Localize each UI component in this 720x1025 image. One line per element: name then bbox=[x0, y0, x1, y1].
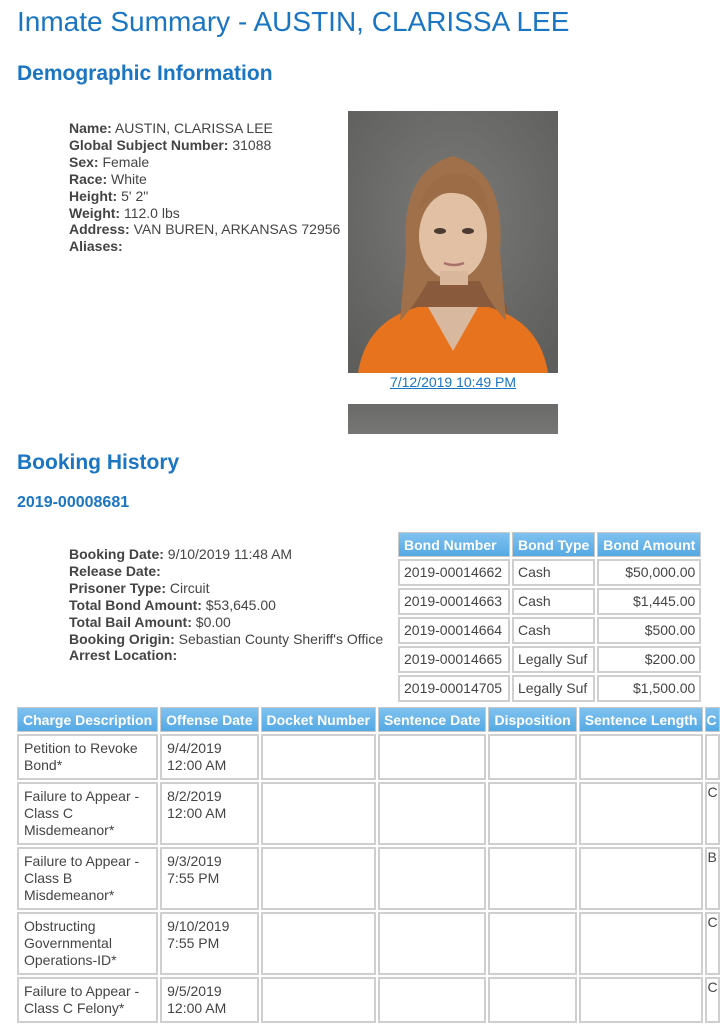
mugshot-image bbox=[348, 111, 558, 373]
docket-number-cell bbox=[261, 847, 376, 910]
docket-number-cell bbox=[261, 977, 376, 1023]
table-row bbox=[17, 734, 720, 780]
total-bond-label: Total Bond Amount: bbox=[69, 596, 202, 613]
bond-type-cell: Legally Suf bbox=[512, 675, 595, 702]
booking-origin-label: Booking Origin: bbox=[69, 630, 175, 647]
address-label: Address: bbox=[69, 221, 130, 238]
charge-description-cell: Failure to Appear - Class C Misdemeanor* bbox=[17, 782, 158, 845]
charge-table bbox=[15, 705, 720, 1025]
total-bail-value: $0.00 bbox=[195, 613, 231, 630]
disposition-cell bbox=[488, 912, 576, 975]
bond-number-cell: 2019-00014665 bbox=[398, 646, 510, 673]
name-label: Name: bbox=[69, 120, 112, 136]
truncated-column-header[interactable]: C bbox=[705, 707, 719, 732]
bond-table bbox=[396, 530, 703, 704]
bond-number-cell: 2019-00014705 bbox=[398, 675, 510, 702]
sex-label: Sex: bbox=[69, 153, 99, 170]
demographic-heading: Demographic Information bbox=[17, 62, 273, 85]
height-label: Height: bbox=[69, 187, 118, 204]
charge-description-cell: Obstructing Governmental Operations-ID* bbox=[17, 912, 158, 975]
truncated-cell: C bbox=[705, 977, 719, 1023]
sentence-date-cell bbox=[378, 847, 486, 910]
page-title: Inmate Summary - AUSTIN, CLARISSA LEE bbox=[17, 6, 570, 37]
charge-description-cell: Failure to Appear - Class B Misdemeanor* bbox=[17, 847, 158, 910]
disposition-header[interactable]: Disposition bbox=[488, 707, 576, 732]
disposition-cell bbox=[488, 977, 576, 1023]
bond-type-cell: Cash bbox=[512, 617, 595, 644]
offense-date-cell: 9/5/2019 12:00 AM bbox=[160, 977, 258, 1023]
docket-number-cell bbox=[261, 734, 376, 780]
table-row bbox=[17, 782, 720, 845]
disposition-cell bbox=[488, 782, 576, 845]
booking-origin-value: Sebastian County Sheriff's Office bbox=[178, 630, 384, 647]
table-row bbox=[17, 912, 720, 975]
bond-amount-cell: $200.00 bbox=[597, 646, 701, 673]
bond-amount-cell: $1,500.00 bbox=[597, 675, 701, 702]
race-value: White bbox=[111, 170, 147, 187]
truncated-cell: C bbox=[705, 782, 719, 845]
docket-number-cell bbox=[261, 782, 376, 845]
bond-type-cell: Cash bbox=[512, 559, 595, 586]
second-photo-thumbnail[interactable] bbox=[348, 404, 558, 434]
charge-description-header[interactable]: Charge Description bbox=[17, 707, 158, 732]
disposition-cell bbox=[488, 847, 576, 910]
mugshot-photo[interactable] bbox=[348, 111, 558, 373]
height-value: 5' 2" bbox=[121, 187, 149, 204]
sentence-length-cell bbox=[579, 977, 704, 1023]
table-row bbox=[17, 847, 720, 910]
bond-number-cell: 2019-00014662 bbox=[398, 559, 510, 586]
total-bond-value: $53,645.00 bbox=[205, 596, 276, 613]
gsn-label: Global Subject Number: bbox=[69, 136, 229, 153]
address-value: VAN BUREN, ARKANSAS 72956 bbox=[133, 221, 341, 238]
truncated-cell: B bbox=[705, 847, 719, 910]
prisoner-type-value: Circuit bbox=[169, 579, 210, 596]
sentence-date-header[interactable]: Sentence Date bbox=[378, 707, 486, 732]
weight-value: 112.0 lbs bbox=[123, 204, 180, 221]
offense-date-cell: 9/4/2019 12:00 AM bbox=[160, 734, 258, 780]
bond-type-header[interactable]: Bond Type bbox=[512, 532, 595, 557]
booking-history-heading: Booking History bbox=[17, 451, 180, 474]
docket-number-cell bbox=[261, 912, 376, 975]
sex-value: Female bbox=[102, 153, 150, 170]
booking-info bbox=[69, 546, 383, 664]
gsn-value: 31088 bbox=[232, 136, 272, 153]
sentence-length-cell bbox=[579, 912, 704, 975]
bond-number-cell: 2019-00014664 bbox=[398, 617, 510, 644]
sentence-date-cell bbox=[378, 977, 486, 1023]
docket-number-header[interactable]: Docket Number bbox=[261, 707, 376, 732]
bond-amount-cell: $1,445.00 bbox=[597, 588, 701, 615]
bond-amount-cell: $50,000.00 bbox=[597, 559, 701, 586]
bond-type-cell: Legally Suf bbox=[512, 646, 595, 673]
bond-amount-cell: $500.00 bbox=[597, 617, 701, 644]
total-bail-label: Total Bail Amount: bbox=[69, 613, 192, 630]
booking-number: 2019-00008681 bbox=[17, 494, 130, 511]
sentence-length-cell bbox=[579, 734, 704, 780]
sentence-length-cell bbox=[579, 782, 704, 845]
photo-date-link[interactable]: 7/12/2019 10:49 PM bbox=[389, 374, 517, 390]
arrest-location-label: Arrest Location: bbox=[69, 647, 178, 664]
offense-date-cell: 8/2/2019 12:00 AM bbox=[160, 782, 258, 845]
name-value: AUSTIN, CLARISSA LEE bbox=[114, 120, 273, 136]
disposition-cell bbox=[488, 734, 576, 780]
sentence-length-cell bbox=[579, 847, 704, 910]
aliases-label: Aliases: bbox=[69, 238, 123, 255]
table-row bbox=[398, 559, 701, 586]
prisoner-type-label: Prisoner Type: bbox=[69, 579, 166, 596]
table-row bbox=[398, 675, 701, 702]
bond-amount-header[interactable]: Bond Amount bbox=[597, 532, 701, 557]
booking-date-label: Booking Date: bbox=[69, 546, 164, 562]
race-label: Race: bbox=[69, 170, 108, 187]
release-date-label: Release Date: bbox=[69, 562, 161, 579]
offense-date-header[interactable]: Offense Date bbox=[160, 707, 258, 732]
table-row bbox=[17, 977, 720, 1023]
bond-number-header[interactable]: Bond Number bbox=[398, 532, 510, 557]
truncated-cell bbox=[705, 734, 719, 780]
sentence-date-cell bbox=[378, 782, 486, 845]
sentence-length-header[interactable]: Sentence Length bbox=[579, 707, 704, 732]
booking-date-value: 9/10/2019 11:48 AM bbox=[167, 546, 293, 562]
demographic-info bbox=[69, 120, 340, 255]
table-row bbox=[398, 646, 701, 673]
charge-description-cell: Petition to Revoke Bond* bbox=[17, 734, 158, 780]
sentence-date-cell bbox=[378, 734, 486, 780]
bond-header-row bbox=[398, 532, 701, 557]
sentence-date-cell bbox=[378, 912, 486, 975]
offense-date-cell: 9/3/2019 7:55 PM bbox=[160, 847, 258, 910]
charge-description-cell: Failure to Appear - Class C Felony* bbox=[17, 977, 158, 1023]
truncated-cell: C bbox=[705, 912, 719, 975]
weight-label: Weight: bbox=[69, 204, 121, 221]
offense-date-cell: 9/10/2019 7:55 PM bbox=[160, 912, 258, 975]
table-row bbox=[398, 617, 701, 644]
bond-number-cell: 2019-00014663 bbox=[398, 588, 510, 615]
table-row bbox=[398, 588, 701, 615]
bond-type-cell: Cash bbox=[512, 588, 595, 615]
charge-header-row bbox=[17, 707, 720, 732]
